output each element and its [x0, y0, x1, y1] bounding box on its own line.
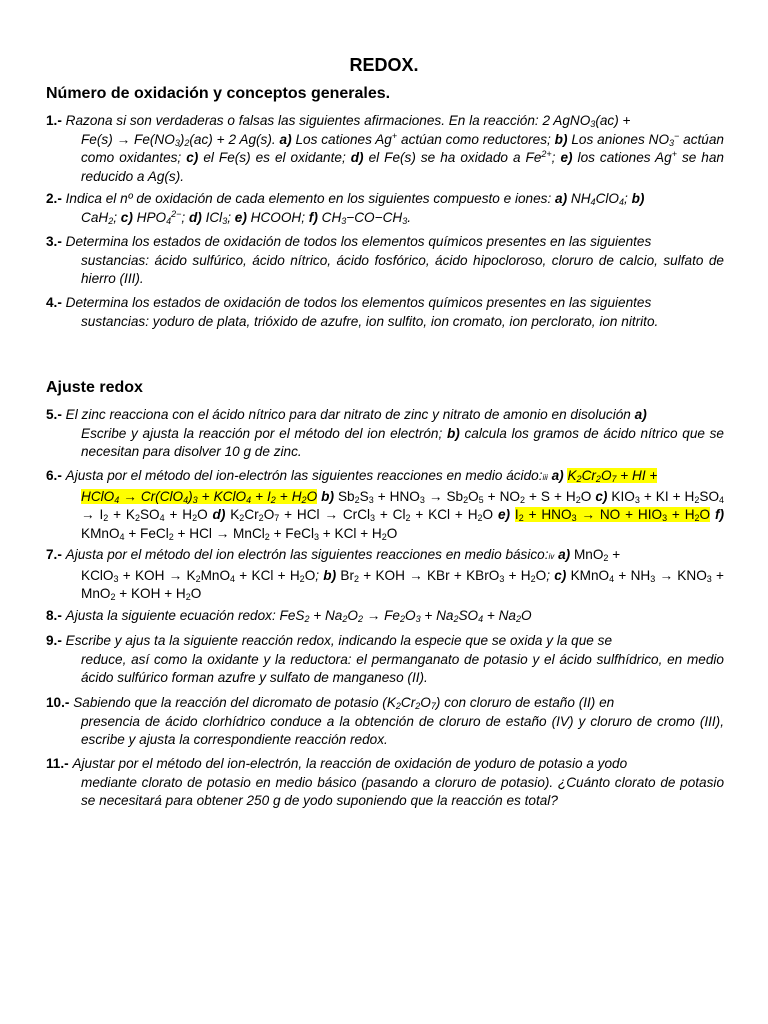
question-2: 2.- Indica el nº de oxidación de cada elemento en los siguientes compuesto e iones: a) $NH_4ClO_4$; b) CaH$_2$; c) $HPO_4^{2-}$; d) ICl$_3$; e) HCOOH; f) $CH_3-CO-CH_3$.	[46, 191, 645, 226]
question-number: 9.-	[46, 633, 62, 648]
page-title: REDOX.	[349, 55, 419, 75]
question-6: 6.- Ajusta por el método del ion-electrón las siguientes reacciones en medio ácido:iii a) $K_2Cr_2O_7$ + HI + HClO$_4$ → $Cr(ClO_4)_3$ + KClO$_4$ + $I_2 + H_2O$ b) $Sb_2S_3 + HNO_3 \to Sb_2O_5 + NO_2 + S + H_2O$ c) $KIO_3$ + KI + $H_2SO_4 \to I_2 + K_2SO_4 + H_2O$ d) $K_2Cr_2O_7$ + HCl → CrCl$_3$ + $Cl_2$ + KCl + $H_2O$ e) $I_2 + HNO_3$ → NO + $HIO_3 + H_2O$ f) KMnO$_4$ + FeCl$_2$ + HCl → MnCl$_2$ + FeCl$_3$ + KCl + $H_2O$	[46, 468, 725, 542]
question-11: 11.- Ajustar por el método del ion-electrón, la reacción de oxidación de yoduro de potasio a yodo mediante clorato de potasio en medio básico (pasando a cloruro de potasio). ¿Cuánto clorato de potasio se necesitará para obtener 250 g de yodo suponiendo que la reacción es total?	[46, 756, 724, 808]
question-number: 8.-	[46, 608, 62, 623]
question-number: 5.-	[46, 407, 62, 422]
question-number: 11.-	[46, 756, 69, 771]
question-10: 10.- Sabiendo que la reacción del dicromato de potasio $(K_2Cr_2O_7)$ con cloruro de estaño (II) en presencia de ácido clorhídrico conduce a la obtención de cloruro de estaño (IV) y cloruro de cromo (III), escribe y ajusta la correspondiente reacción redox.	[46, 695, 724, 747]
question-9: 9.- Escribe y ajus ta la siguiente reacción redox, indicando la especie que se oxida y la que se reduce, así como la oxidante y la reductora: el permanganato de potasio y el ácido sulfhídrico, en medio ácido sulfúrico forman azufre y sulfato de manganeso (II).	[46, 633, 724, 685]
question-5: 5.- El zinc reacciona con el ácido nítrico para dar nitrato de zinc y nitrato de amonio en disolución a) Escribe y ajusta la reacción por el método del ion electrón; b) calcula los gramos de ácido nítrico que se necesitan para disolver 10 g de zinc.	[46, 407, 724, 459]
question-number: 7.-	[46, 547, 62, 562]
question-8: 8.- Ajusta la siguiente ecuación redox: $FeS_2 + Na_2O_2 \to Fe_2O_3 + Na_2SO_4 + Na_2O$	[46, 608, 532, 624]
question-number: 10.-	[46, 695, 70, 710]
question-7: 7.- Ajusta por el método del ion electrón las siguientes reacciones en medio básico:iv a) MnO$_2$ + KClO$_3$ + KOH → $K_2MnO_4$ + KCl + $H_2O$; b) $Br_2$ + KOH → KBr + KBrO$_3$ + $H_2O$; c) KMnO$_4$ + $NH_3 \to KNO_3 + MnO_2$ + KOH + $H_2O$	[46, 547, 724, 602]
question-3: 3.- Determina los estados de oxidación de todos los elementos químicos presentes en las siguientes sustancias: ácido sulfúrico, ácido nítrico, ácido fosfórico, ácido hipocloroso, cloruro de calcio, sulfato de hierro (III).	[46, 234, 724, 286]
question-1: 1.- Razona si son verdaderas o falsas las siguientes afirmaciones. En la reacción: 2 AgNO$_3$(ac) + $Fe(s) \to Fe(NO_3)_2(ac) + 2$ Ag(s). a) Los cationes Ag+ actúan como reductores; b) Los aniones $NO_3^-$ actúan como oxidantes; c) el Fe(s) es el oxidante; d) el Fe(s) se ha oxidado a $Fe^{2+}$; e) los cationes Ag+ se han reducido a Ag(s).	[46, 113, 724, 184]
section-heading-oxidation: Número de oxidación y conceptos generales.	[46, 85, 391, 102]
question-text: Razona si son verdaderas o falsas las siguientes afirmaciones. En la reacción: 2 AgNO$_3$(ac) +	[65, 113, 631, 129]
question-number: 3.-	[46, 234, 62, 249]
question-number: 4.-	[46, 295, 62, 310]
section-heading-redox: Ajuste redox	[46, 379, 143, 396]
question-number: 2.-	[46, 191, 62, 206]
question-number: 1.-	[46, 113, 62, 128]
question-number: 6.-	[46, 468, 62, 483]
question-4: 4.- Determina los estados de oxidación de todos los elementos químicos presentes en las siguientes sustancias: yoduro de plata, trióxido de azufre, ion sulfito, ion cromato, ion perclorato, ion nitrito.	[46, 295, 659, 329]
